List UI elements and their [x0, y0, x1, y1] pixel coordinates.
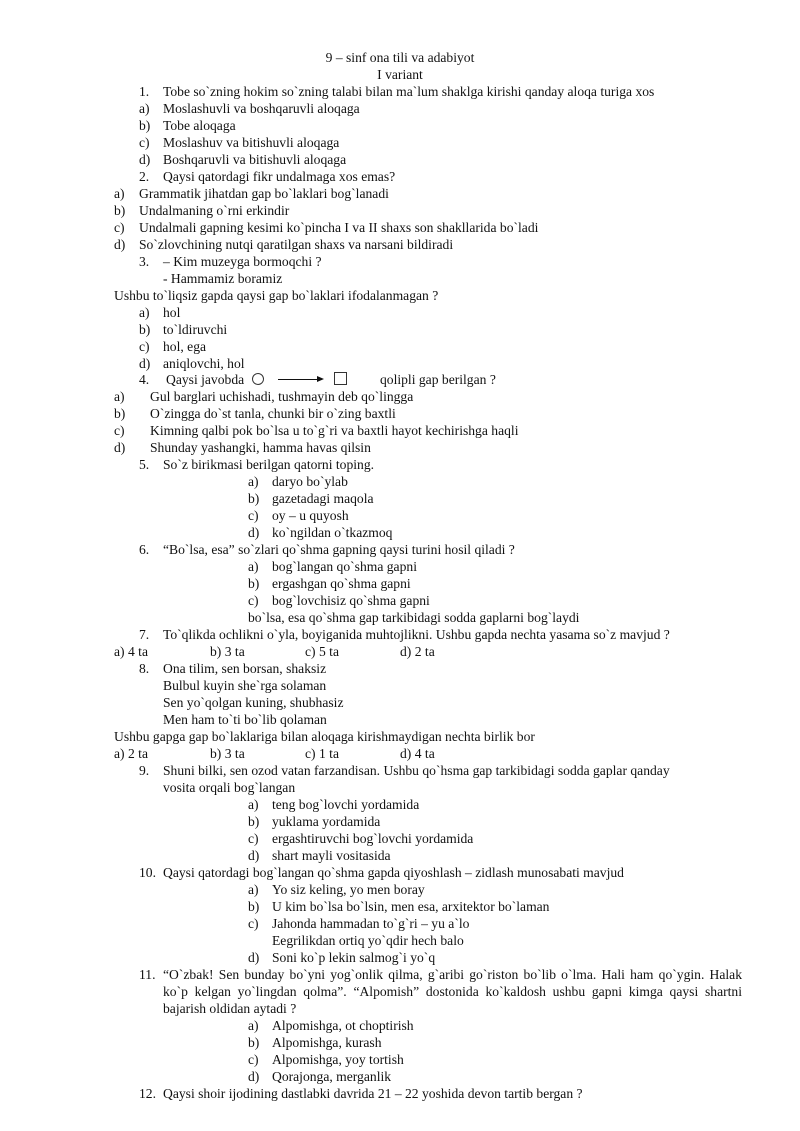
document-title: 9 – sinf ona tili va adabiyot [325, 50, 475, 65]
question-number: 3. [139, 254, 150, 269]
option-text: Grammatik jihatdan gap bo`laklari bog`lanadi [139, 186, 389, 201]
option-text: ergashtiruvchi bog`lovchi yordamida [272, 831, 474, 846]
question-number: 8. [139, 661, 150, 676]
option-label: a) [139, 101, 150, 116]
option-label: c) [248, 508, 259, 523]
question-text-line: Shuni bilki, sen ozod vatan farzandisan. Ushbu qo`hsma gap tarkibidagi sodda gaplar qanday [163, 763, 670, 778]
option-text: Jahonda hammadan to`g`ri – yu a`lo [272, 916, 470, 931]
variant-label: I variant [377, 67, 423, 82]
option-label: c) [139, 135, 150, 150]
circle-icon [252, 373, 264, 385]
option-label: b) [210, 644, 222, 659]
option-label: a) [114, 186, 125, 201]
option-label: b) [248, 1035, 260, 1050]
option-inline [305, 643, 339, 660]
option-inline [400, 745, 435, 762]
option-label: d) [248, 848, 260, 863]
option-text: bog`langan qo`shma gapni [272, 559, 417, 574]
question-text: Qaysi qatordagi fikr undalmaga xos emas? [163, 169, 396, 184]
option-text: hol [163, 305, 181, 320]
option-text: 2 ta [127, 746, 148, 761]
question-number: 2. [139, 169, 150, 184]
option-text: Boshqaruvli va bitishuvli aloqaga [163, 152, 347, 167]
option-label: d) [139, 356, 151, 371]
question-prompt: Ushbu to`liqsiz gapda qaysi gap bo`laklari ifodalanmagan ? [114, 288, 439, 303]
option-label: a) [114, 644, 125, 659]
option-label: a) [248, 1018, 259, 1033]
option-label: b) [114, 406, 126, 421]
option-text: So`zlovchining nutqi qaratilgan shaxs va narsani bildiradi [139, 237, 454, 252]
question-text-line: vosita orqali bog`langan [163, 780, 296, 795]
option-text: Qorajonga, merganlik [272, 1069, 392, 1084]
option-text: Yo siz keling, yo men boray [272, 882, 425, 897]
option-text: 4 ta [127, 644, 148, 659]
poem-line: Sen yo`qolgan kuning, shubhasiz [163, 695, 344, 710]
option-label: a) [248, 474, 259, 489]
poem-line: Ona tilim, sen borsan, shaksiz [163, 661, 327, 676]
option-label: c) [305, 644, 316, 659]
question-text: “O`zbak! Sen bunday bo`yni yog`onlik qilma, g`aribi go`riston bo`lib o`lma. Hali ham qo`ygin. Halak ko`p kelgan yo`lingdan qolma”. “Alpomish” dostonida ko`kaldosh ushbu gapni kimga qaysi shartni bajarish oldidan aytadi ? [163, 967, 742, 1016]
option-label: d) [248, 950, 260, 965]
option-text-continued: Eegrilikdan ortiq yo`qdir hech balo [272, 933, 464, 948]
option-text: ko`ngildan o`tkazmoq [272, 525, 393, 540]
option-label: b) [139, 118, 151, 133]
option-label: c) [305, 746, 316, 761]
question-number: 12. [139, 1086, 156, 1101]
option-text: Shunday yashangki, hamma havas qilsin [150, 440, 371, 455]
option-label: b) [210, 746, 222, 761]
question-number: 7. [139, 627, 150, 642]
option-inline [305, 745, 339, 762]
option-text: Undalmali gapning kesimi ko`pincha I va II shaxs son shakllarida bo`ladi [139, 220, 539, 235]
option-label: a) [139, 305, 150, 320]
question-text-after: qolipli gap berilgan ? [379, 372, 496, 387]
option-text: U kim bo`lsa bo`lsin, men esa, arxitektor bo`laman [272, 899, 550, 914]
option-text: oy – u quyosh [272, 508, 349, 523]
option-text: 3 ta [224, 644, 245, 659]
option-text: aniqlovchi, hol [163, 356, 245, 371]
question-text: So`z birikmasi berilgan qatorni toping. [163, 457, 375, 472]
option-label: d) [400, 746, 412, 761]
option-text: Tobe aloqaga [163, 118, 236, 133]
question-text [166, 371, 496, 388]
option-label: d) [248, 1069, 260, 1084]
option-text: Soni ko`p lekin salmog`i yo`q [272, 950, 436, 965]
question-prompt: Ushbu gapga gap bo`laklariga bilan aloqaga kirishmaydigan nechta birlik bor [114, 729, 535, 744]
option-inline [400, 643, 435, 660]
option-text: 3 ta [224, 746, 245, 761]
option-label: b) [248, 491, 260, 506]
option-text: shart mayli vositasida [272, 848, 391, 863]
option-text: Gul barglari uchishadi, tushmayin deb qo`lingga [150, 389, 414, 404]
option-label: a) [248, 559, 259, 574]
option-label: d) [114, 440, 126, 455]
question-number: 10. [139, 865, 156, 880]
option-text: teng bog`lovchi yordamida [272, 797, 420, 812]
question-number: 11. [139, 967, 156, 982]
question-number: 6. [139, 542, 150, 557]
option-inline [114, 745, 148, 762]
dialogue-line: – Kim muzeyga bormoqchi ? [163, 254, 322, 269]
option-label: b) [139, 322, 151, 337]
option-text: bog`lovchisiz qo`shma gapni [272, 593, 430, 608]
poem-line: Bulbul kuyin she`rga solaman [163, 678, 327, 693]
option-inline [210, 745, 245, 762]
question-text: To`qlikda ochlikni o`yla, boyiganida muhtojlikni. Ushbu gapda nechta yasama so`z mavjud ? [163, 627, 670, 642]
option-label: b) [248, 899, 260, 914]
question-text: Qaysi shoir ijodining dastlabki davrida 21 – 22 yoshida devon tartib bergan ? [163, 1086, 583, 1101]
question-text: Qaysi qatordagi bog`langan qo`shma gapda qiyoshlash – zidlash munosabati mavjud [163, 865, 624, 880]
option-text: Kimning qalbi pok bo`lsa u to`g`ri va baxtli hayot kechirishga haqli [150, 423, 519, 438]
option-label: c) [248, 916, 259, 931]
question-number: 1. [139, 84, 150, 99]
option-text: yuklama yordamida [272, 814, 381, 829]
option-label: d) [400, 644, 412, 659]
option-label: a) [114, 389, 125, 404]
option-inline [210, 643, 245, 660]
option-text: Alpomishga, kurash [272, 1035, 382, 1050]
option-label: c) [248, 1052, 259, 1067]
square-icon [334, 372, 347, 385]
option-text: Moslashuv va bitishuvli aloqaga [163, 135, 340, 150]
option-label: d) [114, 237, 126, 252]
option-text: 4 ta [414, 746, 435, 761]
option-text: 2 ta [414, 644, 435, 659]
option-label: c) [248, 593, 259, 608]
option-text: 5 ta [318, 644, 339, 659]
option-text: Undalmaning o`rni erkindir [139, 203, 290, 218]
question-text: “Bo`lsa, esa” so`zlari qo`shma gapning qaysi turini hosil qiladi ? [163, 542, 515, 557]
option-text: ergashgan qo`shma gapni [272, 576, 411, 591]
option-text: daryo bo`ylab [272, 474, 348, 489]
option-text: hol, ega [163, 339, 207, 354]
option-label: a) [248, 882, 259, 897]
option-text: Alpomishga, yoy tortish [272, 1052, 404, 1067]
arrow-right-icon [278, 379, 322, 380]
poem-line: Men ham to`ti bo`lib qolaman [163, 712, 327, 727]
option-text: gazetadagi maqola [272, 491, 374, 506]
option-extra-text: bo`lsa, esa qo`shma gap tarkibidagi sodda gaplarni bog`laydi [248, 610, 580, 625]
option-text: O`zingga do`st tanla, chunki bir o`zing baxtli [150, 406, 396, 421]
option-label: c) [114, 423, 125, 438]
dialogue-line: - Hammamiz boramiz [163, 271, 283, 286]
question-number: 5. [139, 457, 150, 472]
option-label: d) [139, 152, 151, 167]
option-label: d) [248, 525, 260, 540]
option-text: to`ldiruvchi [163, 322, 228, 337]
option-label: b) [248, 814, 260, 829]
question-text-before: Qaysi javobda [166, 372, 245, 387]
question-text: Tobe so`zning hokim so`zning talabi bilan ma`lum shaklga kirishi qanday aloqa turiga xos [163, 84, 655, 99]
option-label: a) [248, 797, 259, 812]
question-number: 4. [139, 372, 150, 387]
option-text: Moslashuvli va boshqaruvli aloqaga [163, 101, 360, 116]
option-text: Alpomishga, ot choptirish [272, 1018, 414, 1033]
option-label: c) [139, 339, 150, 354]
option-text: 1 ta [318, 746, 339, 761]
option-label: c) [248, 831, 259, 846]
option-label: c) [114, 220, 125, 235]
option-label: b) [114, 203, 126, 218]
option-label: a) [114, 746, 125, 761]
option-inline [114, 643, 148, 660]
question-number: 9. [139, 763, 150, 778]
option-label: b) [248, 576, 260, 591]
